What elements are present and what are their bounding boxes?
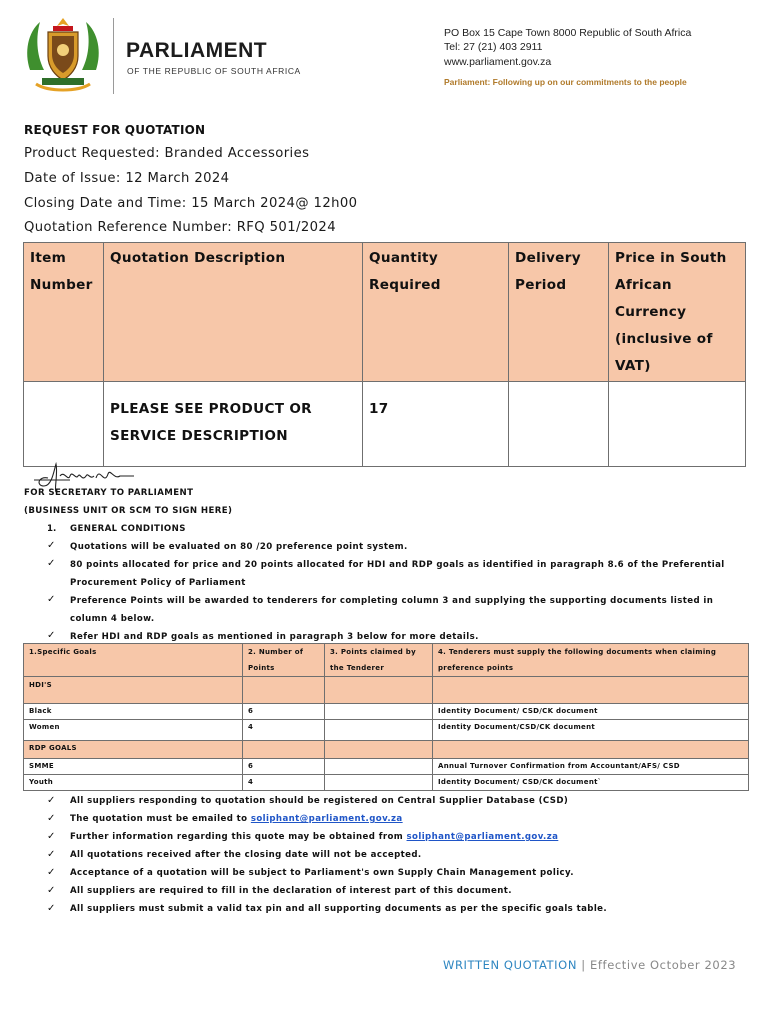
footer-separator: | xyxy=(577,958,591,972)
declaration-note: All suppliers are required to fill in the declaration of interest part of this document. xyxy=(70,886,512,896)
check-icon: ✓ xyxy=(47,885,56,896)
table-row xyxy=(24,382,746,467)
header-specific-goals: 1.Specific Goals xyxy=(24,644,243,677)
signatory-title: FOR SECRETARY TO PARLIAMENT xyxy=(24,488,194,498)
condition-item: 80 points allocated for price and 20 points allocated for HDI and RDP goals as identified in paragraph 8.6 of the Preferential Procurement Policy of Parliament xyxy=(70,560,725,588)
info-instruction-text: Further information regarding this quote may be obtained from xyxy=(70,832,407,842)
header-quantity: Quantity Required xyxy=(363,243,509,382)
document-heading: REQUEST FOR QUOTATION xyxy=(24,123,206,137)
tagline: Parliament: Following up on our commitments to the people xyxy=(444,77,687,87)
section-title: GENERAL CONDITIONS xyxy=(70,524,186,534)
cell-quantity: 17 xyxy=(363,382,509,467)
table-row xyxy=(24,759,749,775)
header-number-of-points: 2. Number of Points xyxy=(243,644,325,677)
info-instruction xyxy=(70,832,558,842)
header-item-number: Item Number xyxy=(24,243,104,382)
check-icon: ✓ xyxy=(47,795,56,806)
cell-item-number[interactable] xyxy=(24,382,104,467)
closing-date: Closing Date and Time: 15 March 2024@ 12h00 xyxy=(24,196,358,211)
policy-note: Acceptance of a quotation will be subject to Parliament's own Supply Chain Management policy. xyxy=(70,868,574,878)
goal-documents: Identity Document/CSD/CK document xyxy=(433,720,749,741)
check-icon: ✓ xyxy=(47,849,56,860)
address-line: PO Box 15 Cape Town 8000 Republic of South Africa xyxy=(444,27,692,39)
page-footer xyxy=(443,958,736,972)
check-icon: ✓ xyxy=(47,630,56,641)
goal-name: SMME xyxy=(24,759,243,775)
issue-date: Date of Issue: 12 March 2024 xyxy=(24,171,230,186)
goal-points: 4 xyxy=(243,775,325,791)
check-icon: ✓ xyxy=(47,867,56,878)
group-label-hdi: HDI'S xyxy=(24,677,243,704)
organisation-subtitle: OF THE REPUBLIC OF SOUTH AFRICA xyxy=(127,66,301,76)
section-number: 1. xyxy=(47,524,57,534)
quotation-table-header xyxy=(24,243,746,382)
check-icon: ✓ xyxy=(47,594,56,605)
group-label-rdp: RDP GOALS xyxy=(24,741,243,759)
check-icon: ✓ xyxy=(47,831,56,842)
tax-pin-note: All suppliers must submit a valid tax pin and all supporting documents as per the specific goals table. xyxy=(70,904,608,914)
coat-of-arms-icon xyxy=(22,14,104,94)
quotation-table xyxy=(23,242,746,467)
table-row xyxy=(24,775,749,791)
condition-item: Quotations will be evaluated on 80 /20 preference point system. xyxy=(70,542,408,552)
condition-item: Preference Points will be awarded to tenderers for completing column 3 and supplying the supporting documents listed in column 4 below. xyxy=(70,596,714,624)
goal-points: 6 xyxy=(243,704,325,720)
check-icon: ✓ xyxy=(47,540,56,551)
goals-group-row xyxy=(24,677,749,704)
header-description: Quotation Description xyxy=(104,243,363,382)
goal-documents: Identity Document/ CSD/CK document xyxy=(433,704,749,720)
goal-name: Women xyxy=(24,720,243,741)
email-link[interactable]: soliphant@parliament.gov.za xyxy=(250,814,403,824)
specific-goals-table xyxy=(23,643,749,791)
header-price: Price in South African Currency (inclusive of VAT) xyxy=(609,243,746,382)
telephone-line: Tel: 27 (21) 403 2911 xyxy=(444,41,543,53)
cell-description: PLEASE SEE PRODUCT OR SERVICE DESCRIPTION xyxy=(104,382,363,467)
csd-registration-note: All suppliers responding to quotation should be registered on Central Supplier Database (CSD) xyxy=(70,796,569,806)
quotation-reference: Quotation Reference Number: RFQ 501/2024 xyxy=(24,220,336,235)
goals-group-row xyxy=(24,741,749,759)
condition-item: Refer HDI and RDP goals as mentioned in paragraph 3 below for more details. xyxy=(70,632,479,642)
goal-claimed[interactable] xyxy=(325,720,433,741)
cell-price[interactable] xyxy=(609,382,746,467)
table-row xyxy=(24,704,749,720)
goal-documents: Identity Document/ CSD/CK document` xyxy=(433,775,749,791)
organisation-name: PARLIAMENT xyxy=(126,39,268,62)
footer-doc-type: WRITTEN QUOTATION xyxy=(443,958,578,972)
signatory-instruction: (BUSINESS UNIT OR SCM TO SIGN HERE) xyxy=(24,506,233,516)
footer-effective-date: Effective October 2023 xyxy=(590,958,737,972)
goal-claimed[interactable] xyxy=(325,775,433,791)
check-icon: ✓ xyxy=(47,903,56,914)
email-instruction xyxy=(70,814,403,824)
goal-points: 4 xyxy=(243,720,325,741)
website-link[interactable]: www.parliament.gov.za xyxy=(444,56,552,68)
header-points-claimed: 3. Points claimed by the Tenderer xyxy=(325,644,433,677)
table-row xyxy=(24,720,749,741)
product-requested: Product Requested: Branded Accessories xyxy=(24,146,310,161)
header-delivery: Delivery Period xyxy=(509,243,609,382)
late-quotation-note: All quotations received after the closing date will not be accepted. xyxy=(70,850,422,860)
goal-name: Black xyxy=(24,704,243,720)
check-icon: ✓ xyxy=(47,813,56,824)
goal-points: 6 xyxy=(243,759,325,775)
email-instruction-text: The quotation must be emailed to xyxy=(70,814,251,824)
goal-name: Youth xyxy=(24,775,243,791)
header-documents: 4. Tenderers must supply the following documents when claiming preference points xyxy=(433,644,749,677)
goal-claimed[interactable] xyxy=(325,704,433,720)
goals-table-header xyxy=(24,644,749,677)
cell-delivery[interactable] xyxy=(509,382,609,467)
header-divider xyxy=(113,18,114,94)
info-email-link[interactable]: soliphant@parliament.gov.za xyxy=(406,832,559,842)
goal-documents: Annual Turnover Confirmation from Accountant/AFS/ CSD xyxy=(433,759,749,775)
check-icon: ✓ xyxy=(47,558,56,569)
goal-claimed[interactable] xyxy=(325,759,433,775)
